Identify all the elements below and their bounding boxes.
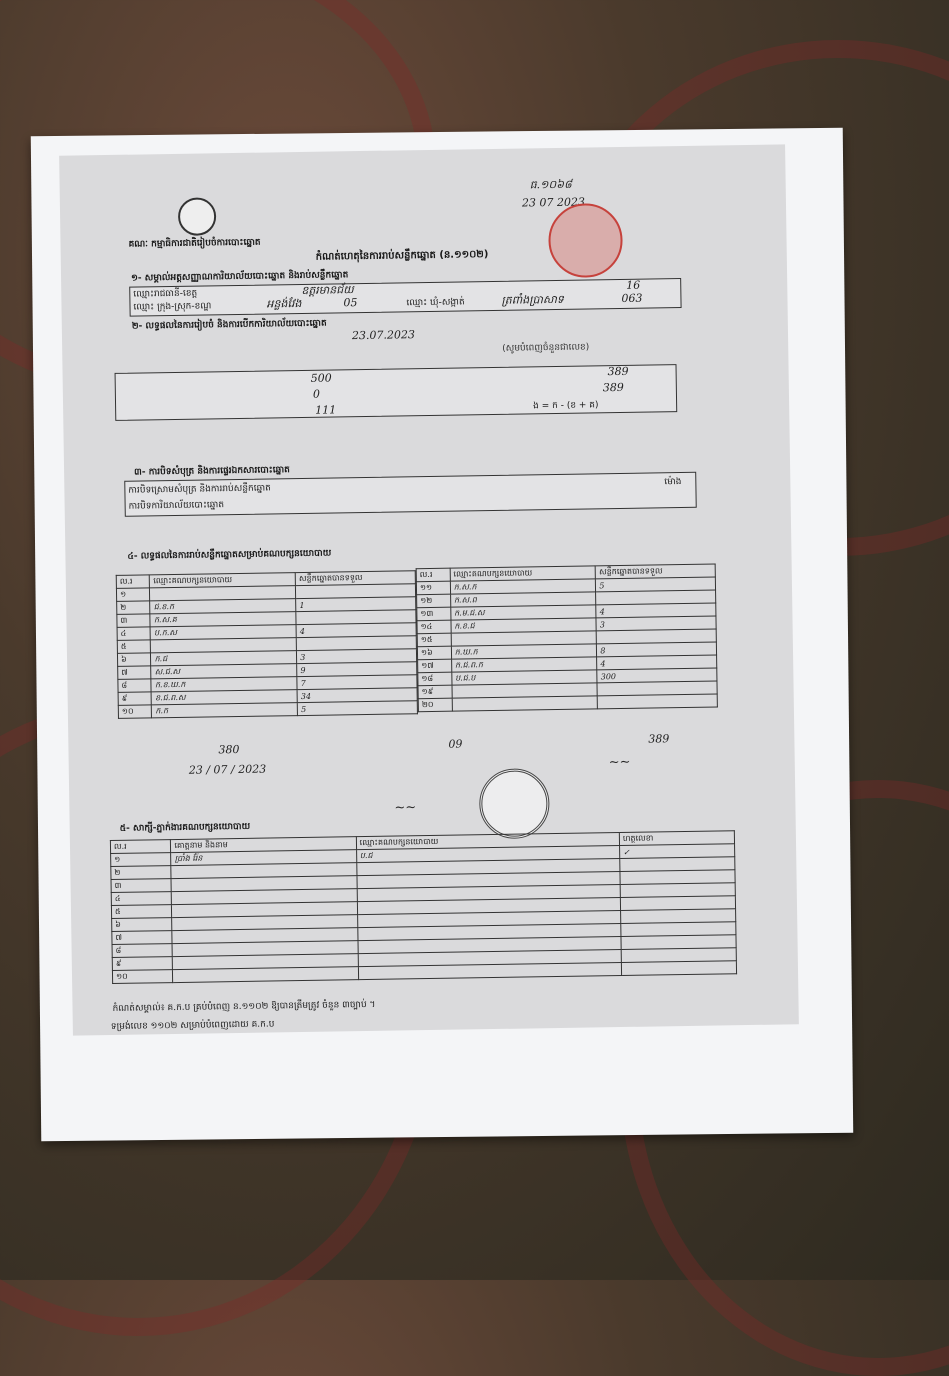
cell-no: ៨ <box>112 944 173 958</box>
count-date: 23 / 07 / 2023 <box>188 762 267 777</box>
cell-party: ក.ស.គ <box>150 612 296 627</box>
cell-no: ៥ <box>111 905 172 919</box>
cell-votes: 4 <box>597 655 717 670</box>
commune-value: ត្រពាំងប្រាសាទ <box>501 292 564 307</box>
col-party: ឈ្មោះគណបក្សនយោបាយ <box>450 566 596 581</box>
cell-party: ប.ជ <box>356 846 619 863</box>
cell-no: ១០ <box>118 705 152 719</box>
col-votes: សន្លឹកឆ្នោតបានទទួល <box>295 571 415 586</box>
count-spoiled: 111 <box>315 403 337 417</box>
cell-no: ៨ <box>118 679 152 693</box>
results-table-left <box>116 570 418 719</box>
col-no: ល.រ <box>110 840 171 854</box>
cell-votes: 8 <box>597 642 717 657</box>
opening-date: 23.07.2023 <box>351 328 416 343</box>
cell-no: ៣ <box>111 879 172 893</box>
col-no: ល.រ <box>416 568 450 582</box>
secretary-signature: ~~ <box>608 754 631 771</box>
province-value: ឧត្តរមានជ័យ <box>301 283 354 297</box>
cell-no: ៦ <box>112 918 173 932</box>
cell-party: ក.ម.ជ.ស <box>451 605 597 620</box>
section3-row1: ការបិទស្រោមសំបុត្រ និងការរាប់សន្លឹកឆ្នោត <box>128 483 271 496</box>
section4-title: ៤- លទ្ធផលនៃការរាប់សន្លឹកឆ្នោតសម្រាប់គណបក្សនយោបាយ <box>127 548 332 562</box>
col-party: ឈ្មោះគណបក្សនយោបាយ <box>150 573 296 588</box>
cell-votes: 5 <box>297 701 417 716</box>
cell-party: ក.ជ <box>151 651 297 666</box>
section2-title: ២- លទ្ធផលនៃការរៀបចំ និងការបើកការិយាល័យបោះឆ្នោត <box>131 318 327 332</box>
section2-note: (សូមបំពេញចំនួនជាលេខ) <box>502 342 590 354</box>
col-no: ល.រ <box>116 575 150 589</box>
cell-party: ក.ខ.ឃ.ក <box>151 677 297 692</box>
cell-no: ៤ <box>111 892 172 906</box>
cell-party: ខ.ជ.ព.ស <box>152 690 298 705</box>
col-votes: សន្លឹកឆ្នោតបានទទួល <box>595 564 715 579</box>
cell-no: ៥ <box>117 640 151 654</box>
total-all: 389 <box>648 732 670 746</box>
cell-votes: 4 <box>596 603 716 618</box>
cell-no: ២០ <box>418 698 452 712</box>
count-voters: 389 <box>602 380 624 395</box>
cell-votes: 300 <box>597 668 717 683</box>
col-name: គោត្តនាម និងនាម <box>171 837 356 853</box>
province-label: ឈ្មោះរាជធានី-ខេត្ត <box>133 288 198 300</box>
cell-party: ក.ឃ.ក <box>451 644 597 659</box>
cell-votes: 34 <box>297 688 417 703</box>
commission-seal <box>479 768 550 839</box>
cell-no: ១៩ <box>418 685 452 699</box>
cell-no: ១ <box>116 588 150 602</box>
cell-no: ៧ <box>118 666 152 680</box>
form-footer: ទម្រង់លេខ ១១០២ សម្រាប់បំពេញដោយ គ.ក.ប <box>110 1019 275 1033</box>
cell-no: ១៧ <box>418 659 452 673</box>
receipt-date: 23 07 2023 <box>521 195 586 210</box>
cell-party: ស.ជ.ស <box>151 664 297 679</box>
district-value: អន្លង់វែង <box>266 296 302 311</box>
receipt-number: ធ.១០៦៨ <box>529 177 572 192</box>
cell-no: ២ <box>111 866 172 880</box>
cell-no: ១៨ <box>418 672 452 686</box>
cell-no: ១៤ <box>417 620 451 634</box>
cell-votes: 7 <box>297 675 417 690</box>
section3-time-label: ម៉ោង <box>664 477 682 488</box>
cell-party: ជ.ខ.ក <box>150 599 296 614</box>
ministry-name: គណៈ កម្មាធិការជាតិរៀបចំការបោះឆ្នោត <box>128 237 261 250</box>
cell-no: ២ <box>117 601 151 615</box>
section3-title: ៣- ការបិទសំបុត្រ និងការផ្ទេរឯកសារបោះឆ្នោត <box>134 465 290 478</box>
total-valid: 380 <box>218 742 240 757</box>
section3-row2: ការបិទការិយាល័យបោះឆ្នោត <box>128 500 225 512</box>
district-number: 05 <box>343 296 358 310</box>
cell-no: ៦ <box>117 653 151 667</box>
district-label: ឈ្មោះ ក្រុង-ស្រុក-ខណ្ឌ <box>133 301 212 313</box>
emblem-logo <box>178 197 217 236</box>
results-table-right <box>416 563 718 712</box>
witness-table <box>110 830 737 984</box>
section1-title: ១- សម្គាល់អត្តសញ្ញាណការិយាល័យបោះឆ្នោត និងរាប់សន្លឹកឆ្នោត <box>130 270 349 284</box>
chairman-signature: ~~ <box>394 800 417 816</box>
cell-name <box>173 967 358 983</box>
cell-no: ៤ <box>117 627 151 641</box>
cell-no: ១ <box>111 853 172 867</box>
count-unused: 0 <box>312 387 321 401</box>
col-party: ឈ្មោះគណបក្សនយោបាយ <box>356 833 619 850</box>
official-red-seal <box>548 203 623 278</box>
cell-sign <box>621 961 736 976</box>
cell-no: ១៥ <box>417 633 451 647</box>
cell-votes: 4 <box>296 623 416 638</box>
count-used: 389 <box>607 364 629 379</box>
cell-party: ក.ក <box>152 703 298 718</box>
cell-no: ៩ <box>112 957 173 971</box>
cell-party: ក.ស.ព <box>450 592 596 607</box>
cell-name: ប្រាំង រ៉ែន <box>171 850 356 866</box>
count-received: 500 <box>310 371 332 385</box>
cell-no: ១៣ <box>417 607 451 621</box>
cell-votes: 1 <box>296 597 416 612</box>
cell-sign: ✓ <box>619 844 734 859</box>
section5-title: ៥- សាក្សី-ភ្នាក់ងារគណបក្សនយោបាយ <box>119 821 251 834</box>
footnote: កំណត់សម្គាល់៖ គ.ក.ប គ្រប់បំពេញ ន.១១០២ ឱ្យបានត្រឹមត្រូវ ចំនួន ៣ច្បាប់ ។ <box>112 999 376 1015</box>
province-code: 16 <box>626 278 641 292</box>
cell-party <box>358 963 621 980</box>
cell-votes: 9 <box>297 662 417 677</box>
count-formula: ង = ក - (ខ + គ) <box>533 400 599 412</box>
cell-no: ៩ <box>118 692 152 706</box>
cell-no: ៣ <box>117 614 151 628</box>
commune-code: 063 <box>621 291 643 305</box>
total-invalid: 09 <box>448 737 463 751</box>
cell-no: ១៦ <box>417 646 451 660</box>
cell-votes <box>598 694 718 709</box>
col-sign: ហត្ថលេខា <box>619 831 734 846</box>
election-form <box>59 144 799 1035</box>
cell-party: ប.ក.ស <box>151 625 297 640</box>
cell-votes: 3 <box>596 616 716 631</box>
cell-party: ក.ជ.ព.ក <box>451 657 597 672</box>
cell-votes: 3 <box>297 649 417 664</box>
cell-party: ក.ស.ក <box>450 579 596 594</box>
cell-no: ១០ <box>112 970 173 984</box>
cell-no: ១១ <box>416 581 450 595</box>
cell-no: ១២ <box>417 594 451 608</box>
cell-party: ក.ខ.ជ <box>451 618 597 633</box>
cell-no: ៧ <box>112 931 173 945</box>
commune-label: ឈ្មោះ ឃុំ-សង្កាត់ <box>406 297 465 309</box>
form-title: កំណត់ហេតុនៃការរាប់សន្លឹកឆ្នោត (ន.១១០២) <box>315 249 489 263</box>
cell-party <box>452 696 598 711</box>
cell-party: ប.ជ.ប <box>452 670 598 685</box>
cell-votes: 5 <box>596 577 716 592</box>
